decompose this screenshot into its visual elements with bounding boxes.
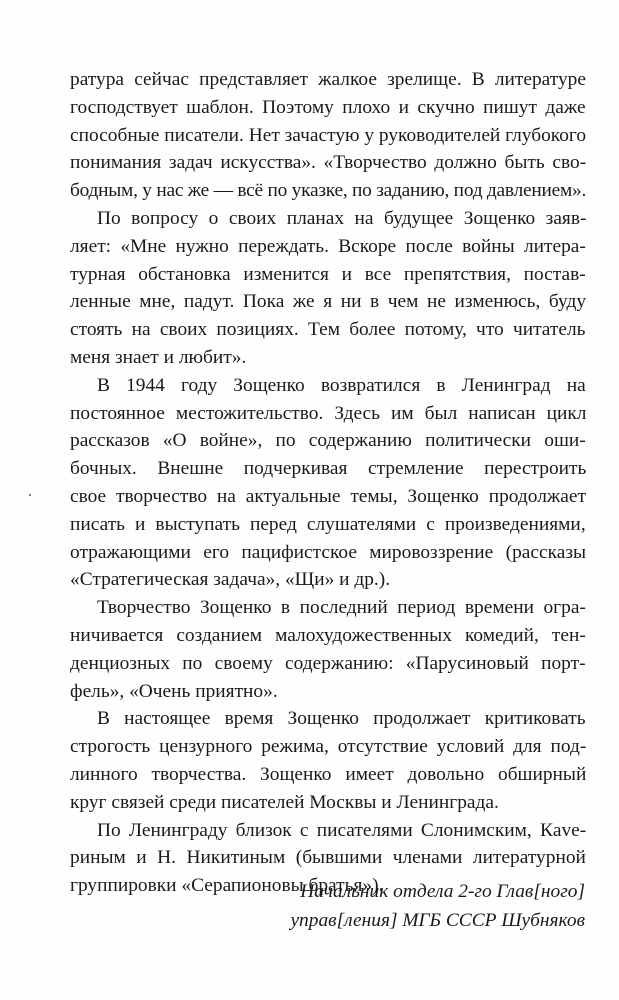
text-line: ленные мне, падут. Пока же я ни в чем не изменюсь, буду [70, 291, 587, 313]
text-line: ляет: «Мне нужно переждать. Вскоре после войны литера- [70, 235, 586, 257]
text-line: строгость цензурного режима, отсутствие условий для под- [70, 736, 587, 758]
text-line: В настоящее время Зощенко продолжает критиковать [97, 708, 586, 730]
text-line: Творчество Зощенко в последний период времени огра- [97, 597, 586, 619]
text-line: По Ленинграду близок с писателями Слонимским, Кave- [97, 819, 587, 841]
text-line: По вопросу о своих планах на будущее Зощенко заяв- [97, 207, 587, 229]
text-line: денциозных по своему содержанию: «Парусиновый порт- [70, 652, 586, 674]
text-line: турная обстановка изменится и все препятствия, постав- [70, 263, 586, 285]
text-line: группировки «Серапионовы братья»). [70, 875, 384, 897]
text-line: бочных. Внешне подчеркивая стремление перестроить [70, 458, 587, 480]
text-line: понимания задач искусства». «Творчество должно быть сво- [70, 152, 587, 174]
text-line: линного творчества. Зощенко имеет довольно обширный [70, 763, 587, 785]
text-line: круг связей среди писателей Москвы и Ленинграда. [70, 791, 499, 813]
text-line: постоянное местожительство. Здесь им был написан цикл [70, 402, 587, 424]
signature-line-2: управ[ления] МГБ СССР Шубняков [290, 910, 585, 931]
text-line: рассказов «О войне», по содержанию политически оши- [70, 430, 586, 452]
text-line: ратура сейчас представляет жалкое зрелище. В литературе [70, 69, 586, 90]
text-line: отражающими его пацифистское мировоззрение (рассказы [70, 541, 587, 563]
text-line: стоять на своих позициях. Тем более потому, что читатель [70, 319, 586, 341]
text-line: способные писатели. Нет зачастую у руководителей глубокого [70, 124, 587, 146]
text-line: бодным, у нас же — всё по указке, по заданию, под давлением». [70, 180, 587, 202]
text-line: меня знает и любит». [70, 346, 247, 368]
text-line: господствует шаблон. Поэтому плохо и скучно пишут даже [70, 96, 586, 118]
text-line: свое творчество на актуальные темы, Зощенко продолжает [70, 485, 586, 507]
scan-speck [29, 494, 31, 496]
text-line: В 1944 году Зощенко возвратился в Ленинград на [97, 374, 586, 396]
text-line: ничивается созданием малохудожественных комедий, тен- [70, 624, 586, 646]
text-line: фель», «Очень приятно». [70, 680, 278, 702]
signature-line-1: Начальник отдела 2-го Глав[ного] [300, 881, 585, 902]
text-line: писать и выступать перед слушателями с произведениями, [70, 513, 586, 535]
text-line: «Стратегическая задача», «Щи» и др.). [70, 569, 391, 591]
text-line: риным и Н. Никитиным (бывшими членами литературной [70, 847, 586, 869]
body-text [70, 66, 586, 900]
